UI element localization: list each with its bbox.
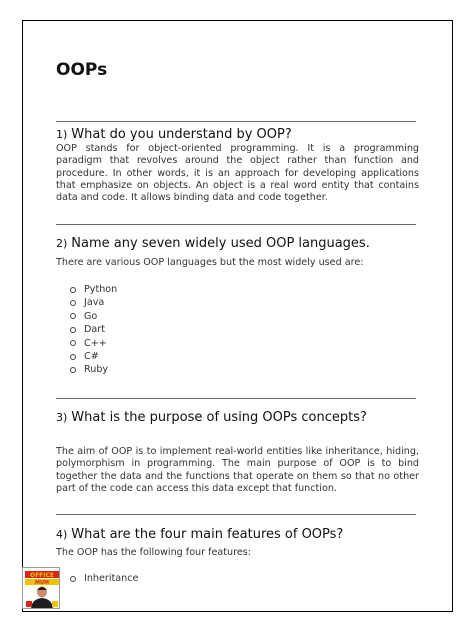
bullet-circle-icon [70,367,76,373]
section-2-number: 2) [56,237,68,250]
bullet-circle-icon [70,300,76,306]
section-divider [56,398,416,399]
section-1-heading [56,127,292,142]
section-4-paragraph: The OOP has the following four features: [56,547,251,558]
section-divider [56,514,416,515]
logo-line-2: MUM [34,580,50,586]
section-2-title: Name any seven widely used OOP languages. [71,236,370,251]
bullet-circle-icon [70,287,76,293]
bullet-circle-icon [70,354,76,360]
bullet-circle-icon [70,327,76,333]
section-4-number: 4) [56,528,68,541]
list-item: Inheritance [70,572,138,585]
bullet-circle-icon [70,576,76,582]
section-3-number: 3) [56,411,68,424]
section-1-number: 1) [56,128,68,141]
channel-logo [22,567,60,609]
section-2-heading [56,236,370,251]
list-item: Ruby [70,363,117,376]
list-item: Python [70,283,117,296]
oop-language-list [70,283,117,377]
section-4-heading [56,527,343,542]
section-4-title: What are the four main features of OOPs? [71,527,344,542]
bullet-circle-icon [70,313,76,319]
bullet-circle-icon [70,340,76,346]
list-item: Dart [70,323,117,336]
section-3-heading [56,410,367,425]
logo-line-1: OFFICE [29,572,55,579]
document-title: OOPs [56,60,108,80]
logo-graphic-icon [23,568,60,609]
oop-feature-list [70,572,138,585]
section-2-paragraph: There are various OOP languages but the most widely used are: [56,257,364,268]
section-3-title: What is the purpose of using OOPs concepts? [71,410,367,425]
list-item: C++ [70,337,117,350]
list-item: Go [70,310,117,323]
list-item: C# [70,350,117,363]
section-1-paragraph: OOP stands for object-oriented programming. It is a programming paradigm that revolves around the object rather than function and procedure. In other words, it is an approach for developing applications that emphasize on objects. An object is a real word entity that contains data and code. It allows binding data and code together. [56,143,419,204]
section-1-title: What do you understand by OOP? [71,127,292,142]
list-item: Java [70,296,117,309]
section-divider [56,224,416,225]
section-divider [56,121,416,122]
section-3-paragraph: The aim of OOP is to implement real-world entities like inheritance, hiding, polymorphism in programming. The main purpose of OOP is to bind together the data and the functions that operate on them so that no other part of the code can access this data except that function. [56,446,419,494]
